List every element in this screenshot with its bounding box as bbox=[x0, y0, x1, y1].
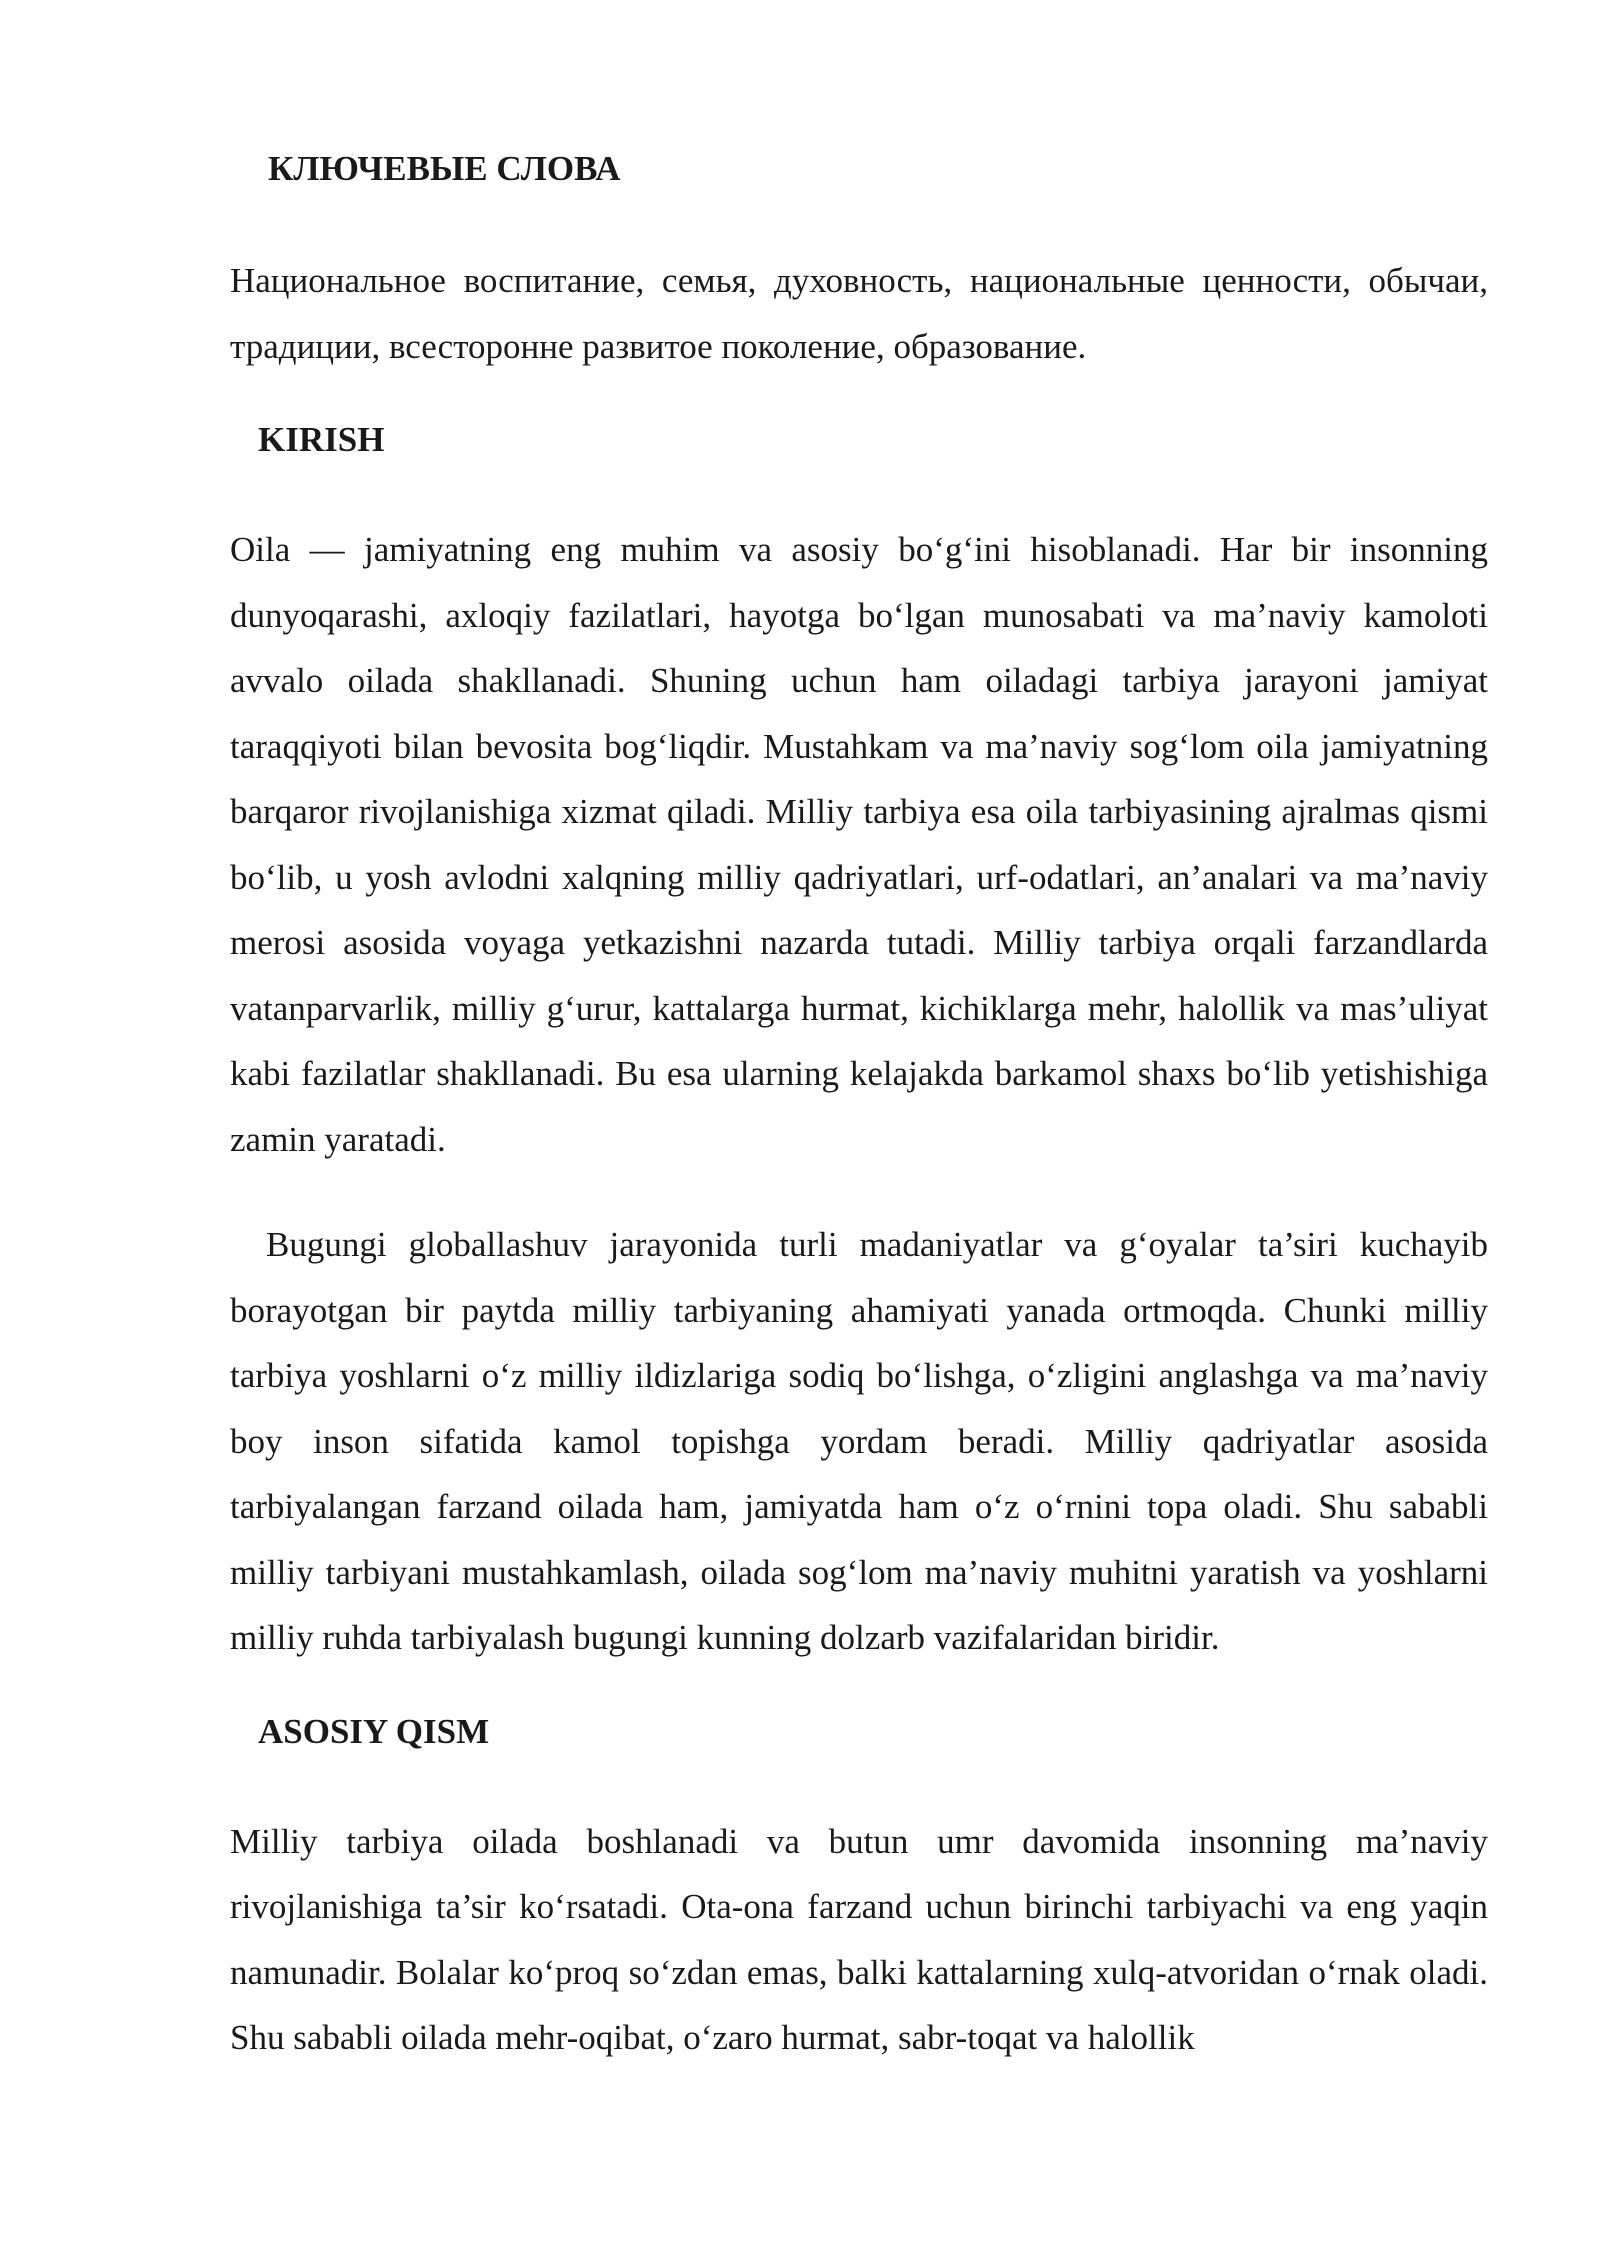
document-page bbox=[230, 148, 1488, 2071]
intro-heading: KIRISH bbox=[258, 420, 385, 459]
main-paragraph-1: Milliy tarbiya oilada boshlanadi va butun umr davomida insonning ma’naviy rivojlanishiga ta’sir ko‘rsatadi. Ota-ona farzand uchun birinchi tarbiyachi va eng yaqin namunadir. Bolalar ko‘proq so‘zdan emas, balki kattalarning xulq-atvoridan o‘rnak oladi. Shu sababli oilada mehr-oqibat, o‘zaro hurmat, sabr-toqat va halollik bbox=[230, 1821, 1488, 2057]
main-heading: ASOSIY QISM bbox=[258, 1711, 490, 1751]
intro-paragraph-1: Oila — jamiyatning eng muhim va asosiy bo‘g‘ini hisoblanadi. Har bir insonning dunyoqarashi, axloqiy fazilatlari, hayotga bo‘lgan munosabati va ma’naviy kamoloti avvalo oilada shakllanadi. Shuning uchun ham oiladagi tarbiya jarayoni jamiyat taraqqiyoti bilan bevosita bog‘liqdir. Mustahkam va ma’naviy sog‘lom oila jamiyatning barqaror rivojlanishiga xizmat qiladi. Milliy tarbiya esa oila tarbiyasining ajralmas qismi bo‘lib, u yosh avlodni xalqning milliy qadriyatlari, urf-odatlari, an’analari va ma’naviy merosi asosida voyaga yetkazishni nazarda tutadi. Milliy tarbiya orqali farzandlarda vatanparvarlik, milliy g‘urur, kattalarga hurmat, kichiklarga mehr, halollik va mas’uliyat kabi fazilatlar shakllanadi. Bu esa ularning kelajakda barkamol shaxs bo‘lib yetishishiga zamin yaratadi. bbox=[230, 530, 1488, 1159]
intro-paragraph-2: Bugungi globallashuv jarayonida turli madaniyatlar va g‘oyalar ta’siri kuchayib borayotgan bir paytda milliy tarbiyaning ahamiyati yanada ortmoqda. Chunki milliy tarbiya yoshlarni o‘z milliy ildizlariga sodiq bo‘lishga, o‘zligini anglashga va ma’naviy boy inson sifatida kamol topishga yordam beradi. Milliy qadriyatlar asosida tarbiyalangan farzand oilada ham, jamiyatda ham o‘z o‘rnini topa oladi. Shu sababli milliy tarbiyani mustahkamlash, oilada sog‘lom ma’naviy muhitni yaratish va yoshlarni milliy ruhda tarbiyalash bugungi kunning dolzarb vazifalaridan biridir. bbox=[230, 1225, 1488, 1657]
keywords-heading: КЛЮЧЕВЫЕ СЛОВА bbox=[268, 149, 621, 188]
keywords-text: Национальное воспитание, семья, духовность, национальные ценности, обычаи, традиции, всесторонне развитое поколение, образование. bbox=[230, 261, 1488, 366]
